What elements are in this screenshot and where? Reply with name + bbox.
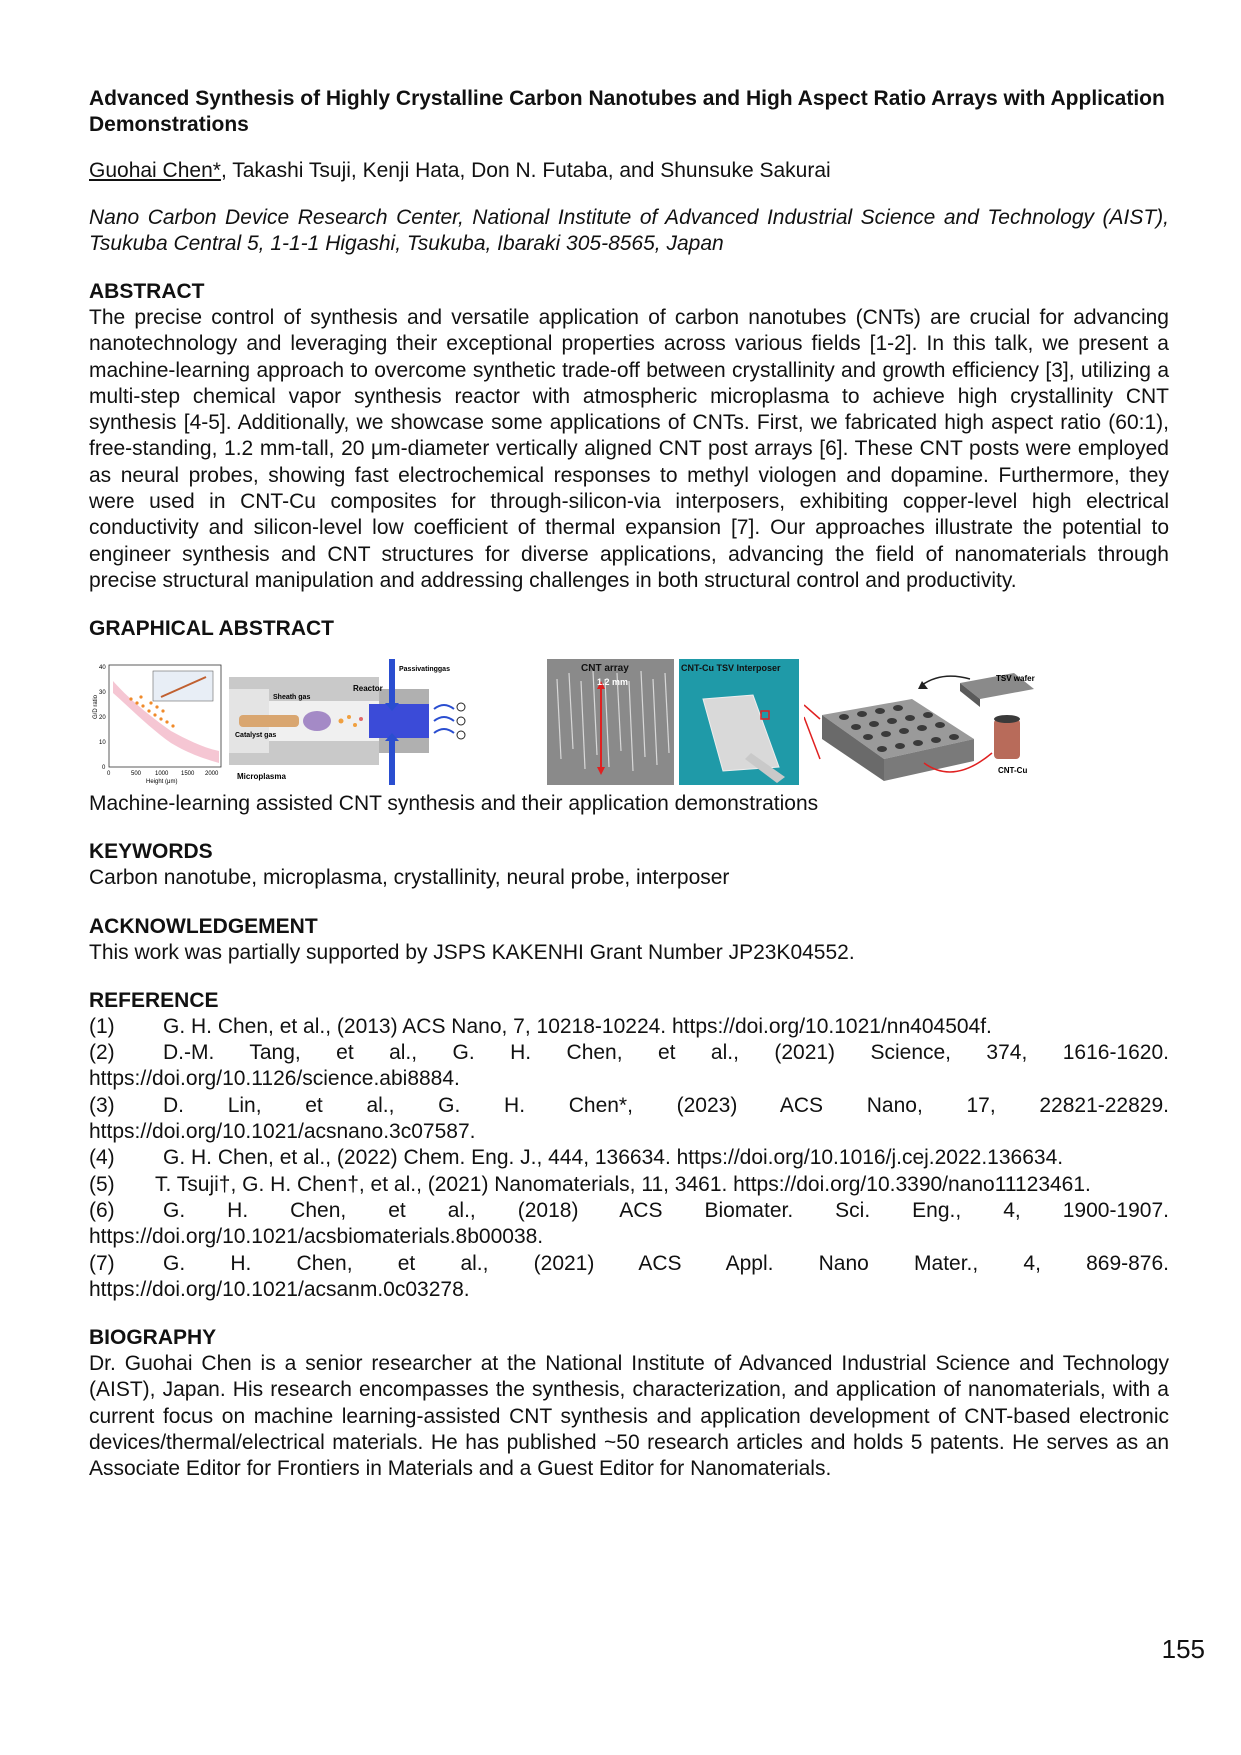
abstract-text: The precise control of synthesis and versatile application of carbon nanotubes (CNTs) are crucial for advancing nanotechnology and leveraging their exceptional properties across various fields [1-2]. In this talk, we present a machine-learning approach to overcome synthetic trade-off between crystallinity and growth efficiency [3], utilizing a multi-step chemical vapor synthesis reactor with atmospheric microplasma to achieve high crystallinity CNT synthesis [4-5]. Additionally, we showcase some applications of CNTs. First, we fabricated high aspect ratio (60:1), free-standing, 1.2 mm-tall, 20 μm-diameter vertically aligned CNT post arrays [6]. These CNT posts were employed as neural probes, showing fast electrochemical responses to methyl viologen and dopamine. Furthermore, they were used in CNT-Cu composites for through-silicon-via interposers, exhibiting copper-level high electrical conductivity and silicon-level low coefficient of thermal expansion [7]. Our approaches illustrate the potential to engineer synthesis and CNT structures for diverse applications, advancing the field of nanomaterials through precise structural manipulation and addressing challenges in both structural control and productivity. [89, 306, 1169, 592]
reactor-label: Reactor [353, 684, 383, 694]
cnt-array-label: CNT array [581, 663, 629, 675]
x-tick: 0 [107, 771, 111, 778]
reference-item: (6) G. H. Chen, et al., (2018) ACS Biomater. Sci. Eng., 4, 1900-1907. https://doi.org/10.1021/acsbiomaterials.8b00038. [89, 1198, 1169, 1249]
reference-list [89, 1014, 1169, 1303]
cnt-cu-cylinder [994, 719, 1020, 759]
x-tick: 2000 [205, 771, 219, 778]
catalyst-nozzle [239, 715, 299, 727]
biography-text: Dr. Guohai Chen is a senior researcher at the National Institute of Advanced Industrial Science and Technology (AIST), Japan. His research encompasses the synthesis, characterization, and application of nanomaterials, with a current focus on machine learning-assisted CNT synthesis and application development of CNT-based electronic devices/thermal/electrical materials. He has published ~50 research articles and holds 5 patents. He serves as an Associate Editor for Frontiers in Materials and a Guest Editor for Nanomaterials. [89, 1352, 1169, 1481]
page-number: 155 [1161, 1634, 1205, 1664]
author-list [89, 158, 1169, 184]
plasma-coil [303, 711, 331, 731]
affiliation: Nano Carbon Device Research Center, National Institute of Advanced Industrial Science and Technology (AIST), Tsukuba Central 5, 1-1-1 Higashi, Tsukuba, Ibaraki 305-8565, Japan [89, 206, 1169, 255]
reference-item: (1) G. H. Chen, et al., (2013) ACS Nano, 7, 10218-10224. https://doi.org/10.1021/nn404504f. [89, 1014, 992, 1038]
y-tick: 0 [102, 765, 106, 772]
cnt-cu-label: CNT-Cu [998, 766, 1028, 776]
abstract-heading: ABSTRACT [89, 280, 205, 303]
interposer-label: CNT-Cu TSV Interposer [681, 663, 781, 674]
y-tick: 40 [99, 665, 106, 672]
chart-ylabel: G/D ratio [93, 695, 99, 720]
plasma-zone [369, 704, 429, 738]
sheath-gas-label: Sheath gas [273, 694, 311, 702]
graphical-abstract-caption: Machine-learning assisted CNT synthesis and their application demonstrations [89, 792, 819, 816]
keywords-heading: KEYWORDS [89, 840, 213, 864]
chart-xlabel: Height (μm) [146, 779, 178, 786]
reference-item: (4) G. H. Chen, et al., (2022) Chem. Eng. J., 444, 136634. https://doi.org/10.1016/j.cej.2022.136634. [89, 1146, 1064, 1170]
passivating-arrow-top [389, 659, 395, 705]
x-tick: 1500 [181, 771, 195, 778]
lead-author: Guohai Chen* [89, 159, 221, 182]
graphical-abstract-heading: GRAPHICAL ABSTRACT [89, 617, 334, 641]
biography-heading: BIOGRAPHY [89, 1326, 217, 1350]
tsv-structure-diagram [804, 659, 1044, 785]
acknowledgement-text: This work was partially supported by JSPS KAKENHI Grant Number JP23K04552. [89, 940, 855, 964]
co-authors: , Takashi Tsuji, Kenji Hata, Don N. Futaba, and Shunsuke Sakurai [220, 159, 831, 182]
graphical-abstract-figure [89, 659, 1169, 785]
interposer-photo [679, 659, 799, 785]
x-tick: 500 [131, 771, 142, 778]
y-tick: 20 [99, 715, 106, 722]
passivating-gas-label: Passivatinggas [399, 666, 450, 674]
paper-page [89, 86, 1169, 1483]
reference-item: (5) T. Tsuji†, G. H. Chen†, et al., (2021) Nanomaterials, 11, 3461. https://doi.org/10.3390/nano11123461. [89, 1172, 1091, 1196]
passivating-arrow-bottom [389, 739, 395, 785]
microplasma-label: Microplasma [237, 772, 286, 782]
microplasma-reactor-diagram [229, 659, 497, 785]
acknowledgement-heading: ACKNOWLEDGEMENT [89, 914, 318, 938]
reference-item: (3) D. Lin, et al., G. H. Chen*, (2023) ACS Nano, 17, 22821-22829. https://doi.org/10.1021/acsnano.3c07587. [89, 1093, 1169, 1144]
reference-item: (7) G. H. Chen, et al., (2021) ACS Appl. Nano Mater., 4, 869-876. https://doi.org/10.1021/acsanm.0c03278. [89, 1251, 1169, 1301]
reference-item: (2) D.-M. Tang, et al., G. H. Chen, et al., (2021) Science, 374, 1616-1620. https://doi.org/10.1126/science.abi8884. [89, 1041, 1169, 1091]
y-tick: 10 [99, 740, 106, 747]
references-heading: REFERENCE [89, 988, 219, 1012]
catalyst-gas-label: Catalyst gas [235, 732, 277, 740]
tsv-wafer-label: TSV wafer [996, 674, 1035, 684]
cnt-array-sem-image [547, 659, 674, 785]
x-tick: 1000 [155, 771, 169, 778]
paper-title: Advanced Synthesis of Highly Crystalline Carbon Nanotubes and High Aspect Ratio Arrays with Application Demonstrations [89, 87, 1165, 136]
y-tick: 30 [99, 690, 106, 697]
gd-ratio-chart [91, 659, 226, 785]
keywords-text: Carbon nanotube, microplasma, crystallinity, neural probe, interposer [89, 866, 730, 890]
cnt-height-label: 1.2 mm [597, 677, 629, 688]
